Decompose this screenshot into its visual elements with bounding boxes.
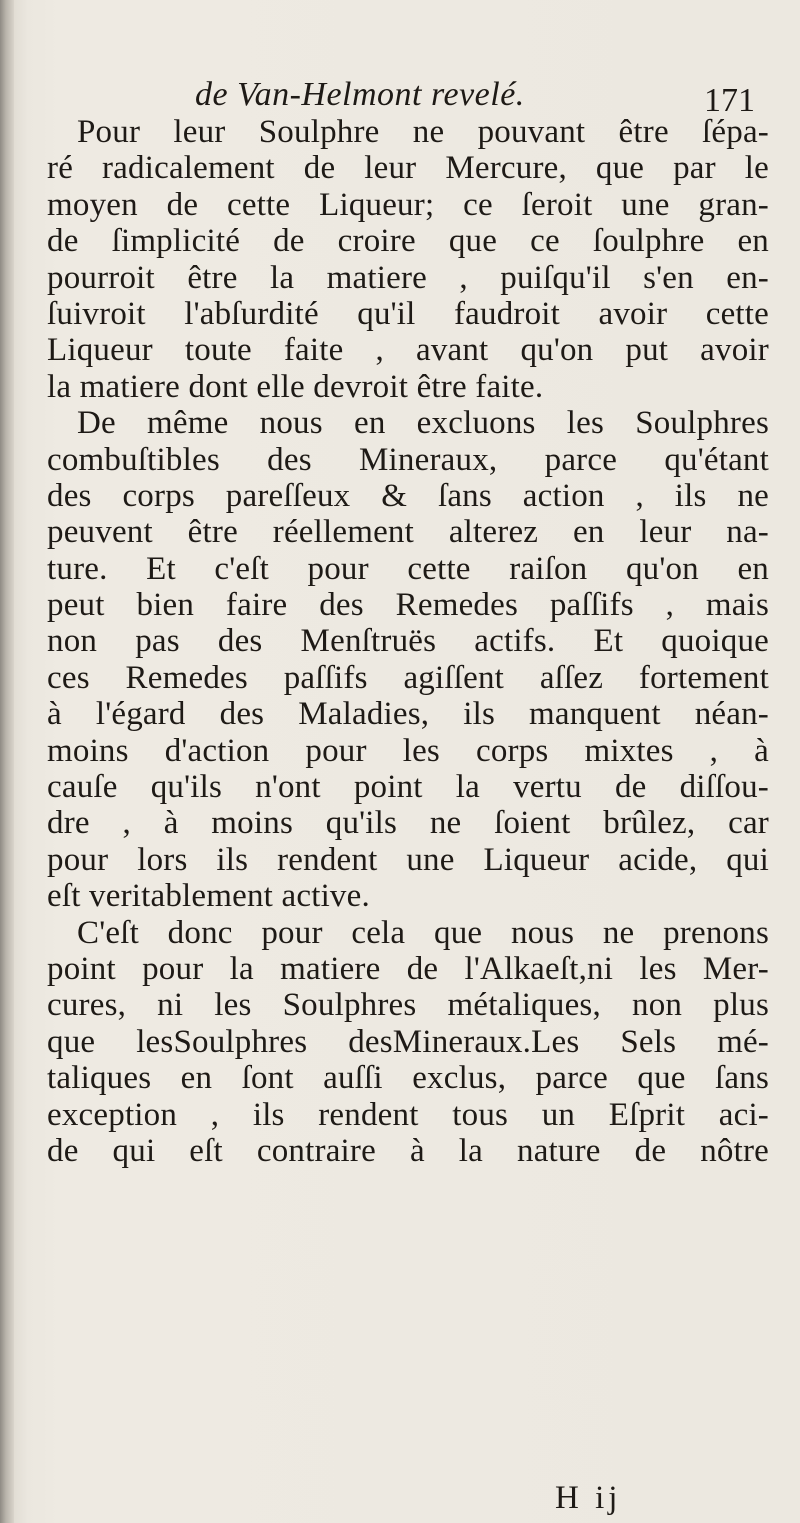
text-line: dre , à moins qu'ils ne ſoient brûlez, car — [47, 805, 769, 842]
text-line: ces Remedes paſſifs agiſſent aſſez fortement — [47, 659, 769, 696]
text-line: cauſe qu'ils n'ont point la vertu de diſſou- — [47, 769, 769, 806]
text-line: De même nous en excluons les Soulphres — [77, 405, 769, 442]
page-gutter — [0, 0, 14, 1523]
text-line: à l'égard des Maladies, ils manquent néan- — [47, 696, 769, 733]
text-line: de ſimplicité de croire que ce ſoulphre en — [47, 223, 769, 260]
text-line: Pour leur Soulphre ne pouvant être ſépa- — [77, 114, 769, 150]
text-line: Liqueur toute faite , avant qu'on put avoir — [47, 332, 769, 369]
text-line: des corps pareſſeux & ſans action , ils ne — [47, 477, 769, 514]
text-line: ré radicalement de leur Mercure, que par le — [47, 150, 769, 187]
text-line: peut bien faire des Remedes paſſifs , mais — [47, 587, 769, 624]
text-line: moins d'action pour les corps mixtes , à — [47, 732, 769, 769]
text-line: de qui eſt contraire à la nature de nôtre — [47, 1132, 769, 1169]
text-line: ture. Et c'eſt pour cette raiſon qu'on en — [47, 550, 769, 587]
text-line: point pour la matiere de l'Alkaeſt,ni les Mer- — [47, 950, 769, 987]
signature-mark: H ij — [555, 1480, 622, 1516]
text-line: non pas des Menſtruës actifs. Et quoique — [47, 623, 769, 660]
text-line: C'eſt donc pour cela que nous ne prenons — [77, 914, 769, 951]
page-number: 171 — [704, 82, 755, 119]
text-line: la matiere dont elle devroit être faite. — [47, 368, 544, 405]
text-line: cures, ni les Soulphres métaliques, non plus — [47, 987, 769, 1024]
text-line: exception , ils rendent tous un Eſprit aci- — [47, 1096, 769, 1133]
text-line: eſt veritablement active. — [47, 878, 370, 915]
text-line: taliques en ſont auſſi exclus, parce que ſans — [47, 1060, 769, 1097]
text-line: que lesSoulphres desMineraux.Les Sels mé- — [47, 1023, 769, 1060]
body-text — [47, 114, 769, 1169]
text-line: moyen de cette Liqueur; ce ſeroit une gran- — [47, 186, 769, 223]
text-line: combuſtibles des Mineraux, parce qu'étant — [47, 441, 769, 478]
text-line: ſuivroit l'abſurdité qu'il faudroit avoir cette — [47, 295, 769, 332]
text-line: pourroit être la matiere , puiſqu'il s'en en- — [47, 259, 769, 296]
running-title: de Van-Helmont revelé. — [195, 76, 525, 113]
text-line: pour lors ils rendent une Liqueur acide, qui — [47, 841, 769, 878]
text-line: peuvent être réellement alterez en leur na- — [47, 514, 769, 551]
